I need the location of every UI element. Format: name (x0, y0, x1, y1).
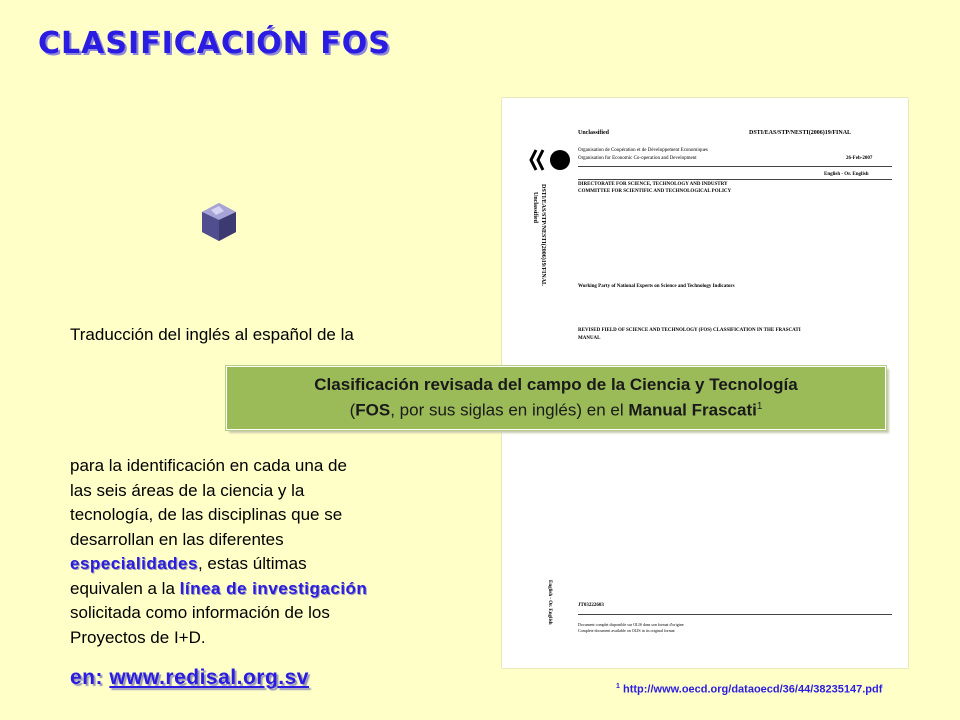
doc-language: English - Or. English (824, 172, 869, 177)
highlight-especialidades: especialidades (70, 554, 198, 573)
link-prefix: en: (70, 666, 110, 689)
description-paragraph (70, 454, 450, 650)
doc-availability-en: Complete document available on OLIS in its original format (578, 628, 675, 633)
doc-working-party: Working Party of National Experts on Science and Technology Indicators (578, 284, 735, 289)
highlight-linea-investigacion: línea de investigación (179, 578, 368, 598)
redisal-link[interactable] (70, 666, 309, 690)
banner-manual: Manual Frascati (628, 400, 757, 420)
doc-org-en: Organisation for Economic Co-operation and Development (578, 156, 697, 161)
doc-date: 26-Feb-2007 (846, 156, 873, 161)
doc-org-fr: Organisation de Coopération et de Développement Economiques (578, 148, 708, 153)
intro-text: Traducción del inglés al español de la (70, 325, 354, 344)
doc-committee: COMMITTEE FOR SCIENTIFIC AND TECHNOLOGICAL POLICY (578, 189, 732, 194)
doc-side-unclassified: Unclassified (532, 192, 538, 224)
doc-jt-number: JT03222603 (578, 603, 604, 608)
page-title: CLASIFICACIÓN FOS (38, 26, 391, 61)
description-line: , estas últimas (197, 554, 307, 573)
doc-title-line2: MANUAL (578, 336, 601, 341)
doc-rule (578, 179, 892, 180)
doc-rule (578, 614, 892, 615)
description-line: Proyectos de I+D. (70, 627, 206, 647)
fos-title-banner (226, 366, 886, 430)
description-line: equivalen a la (70, 578, 180, 598)
description-line: para la identificación en cada una de (70, 456, 347, 475)
description-line: desarrollan en las diferentes (70, 529, 284, 549)
link-url[interactable]: www.redisal.org.sv (109, 666, 309, 689)
banner-line2: (FOS, por sus siglas en inglés) en el Manual Frascati$^1$ (349, 400, 763, 420)
description-line: solicitada como información de los (70, 603, 330, 622)
gem-bullet-icon (200, 202, 238, 242)
doc-side-language: English - Or. English (547, 580, 552, 625)
footnote (616, 683, 882, 696)
description-line: tecnología, de las disciplinas que se (70, 505, 343, 524)
oecd-logo-icon (522, 146, 578, 174)
doc-classification: Unclassified (578, 130, 610, 136)
footnote-url[interactable]: http://www.oecd.org/dataoecd/36/44/38235147.pdf (622, 683, 883, 696)
doc-title-line1: REVISED FIELD OF SCIENCE AND TECHNOLOGY (FOS) CLASSIFICATION IN THE FRASCATI (578, 328, 801, 333)
doc-directorate: DIRECTORATE FOR SCIENCE, TECHNOLOGY AND INDUSTRY (578, 182, 728, 187)
description-line: las seis áreas de la ciencia y la (70, 480, 305, 500)
banner-line1: Clasificación revisada del campo de la Ciencia y Tecnología (314, 375, 798, 395)
doc-availability-fr: Document complet disponible sur OLIS dans son format d'origine (578, 622, 684, 627)
doc-rule (578, 166, 892, 167)
doc-side-code: DSTI/EAS/STP/NESTI(2006)19/FINAL (540, 184, 546, 287)
doc-code: DSTI/EAS/STP/NESTI(2006)19/FINAL (749, 130, 852, 136)
banner-footnote-ref: 1 (756, 401, 763, 413)
footnote-ref: 1 (616, 683, 620, 690)
banner-fos: FOS (355, 400, 391, 420)
